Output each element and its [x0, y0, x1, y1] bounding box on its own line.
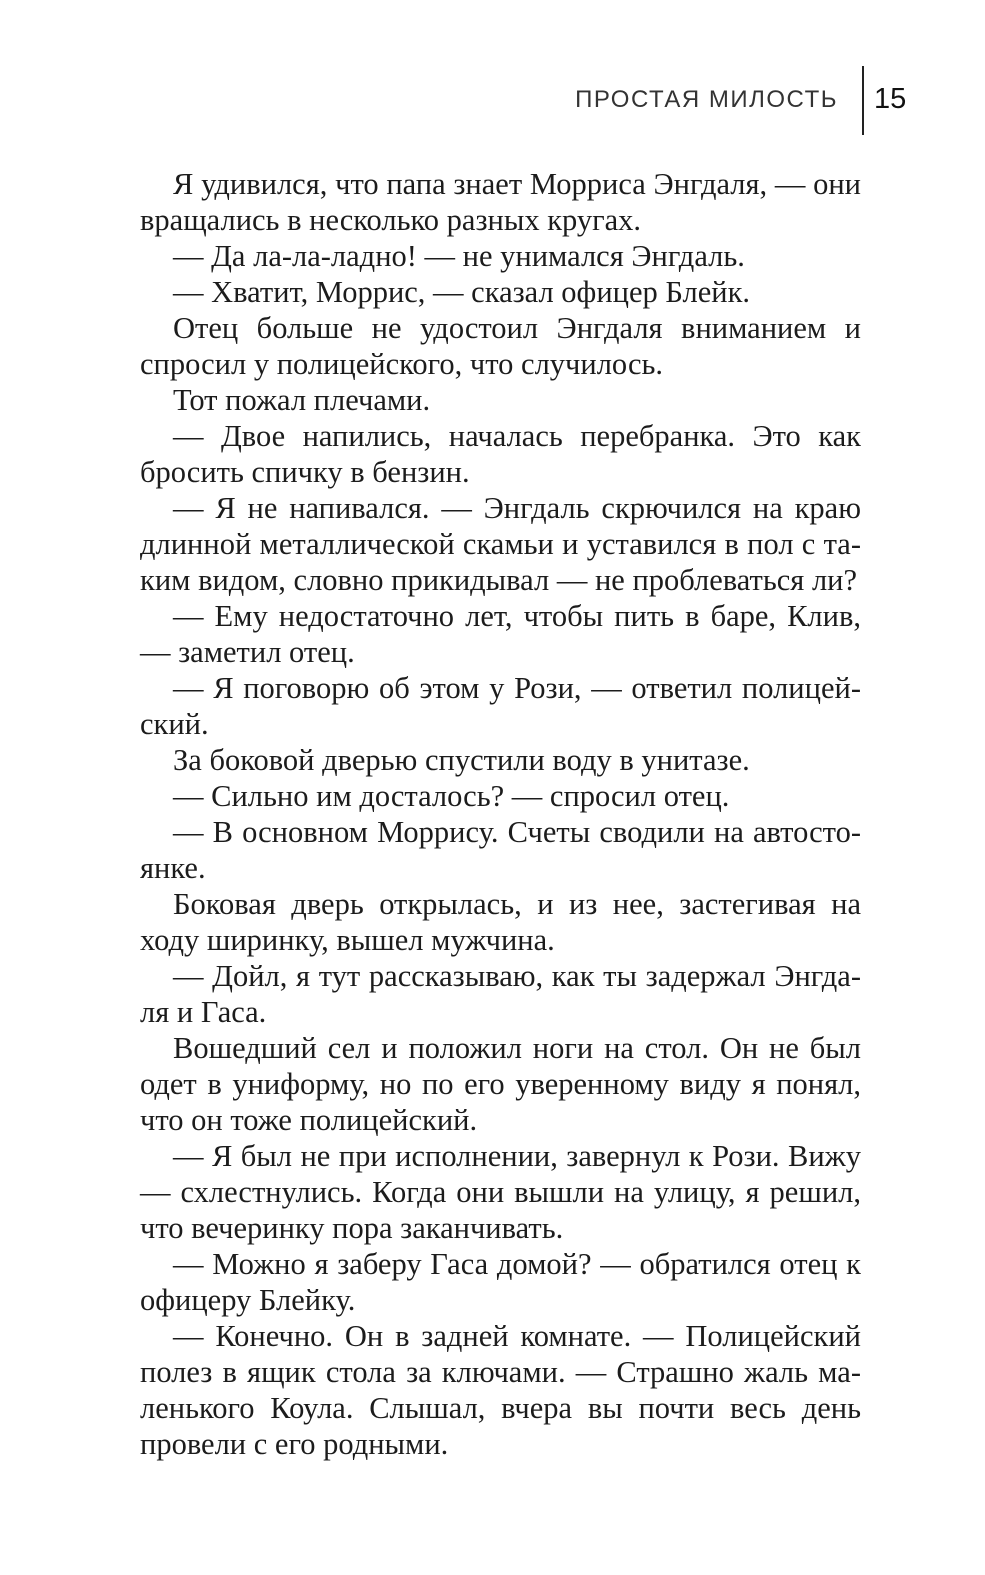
running-title: ПРОСТАЯ МИЛОСТЬ	[575, 86, 838, 113]
page-number: 15	[874, 83, 907, 115]
paragraph: — Хватит, Моррис, — сказал офицер Блейк.	[173, 275, 751, 309]
paragraph: Тот пожал плечами.	[173, 383, 431, 417]
paragraph: — Конечно. Он в задней комнате. — Полицейский полез в ящик стола за ключами. — Страшно жаль маленького Коула. Слышал, вчера вы почти весь день провели с его родными.	[140, 1319, 861, 1461]
paragraph: — Можно я заберу Гаса домой? — обратился отец к офицеру Блейку.	[140, 1247, 861, 1317]
header-divider	[862, 66, 864, 135]
running-header	[0, 0, 985, 140]
paragraph: — Я не напивался. — Энгдаль скрючился на краю длинной металлической скамьи и уставился в пол с таким видом, словно прикидывал — не проблеваться ли?	[140, 491, 861, 597]
paragraph: — Ему недостаточно лет, чтобы пить в баре, Клив, — заметил отец.	[140, 599, 861, 669]
paragraph: — Сильно им досталось? — спросил отец.	[173, 779, 730, 813]
paragraph: — Дойл, я тут рассказываю, как ты задержал Энгдаля и Гаса.	[140, 959, 861, 1029]
paragraph: — В основном Моррису. Счеты сводили на автостоянке.	[140, 815, 861, 885]
body-text	[140, 166, 861, 1462]
paragraph: Вошедший сел и положил ноги на стол. Он не был одет в униформу, но по его уверенному виду я понял, что он тоже полицейский.	[140, 1031, 861, 1137]
paragraph: Отец больше не удостоил Энгдаля вниманием и спросил у полицейского, что случилось.	[140, 311, 861, 381]
paragraph: — Да ла-ла-ладно! — не унимался Энгдаль.	[173, 239, 745, 273]
paragraph: — Двое напились, началась перебранка. Это как бросить спичку в бензин.	[140, 419, 861, 489]
paragraph: Я удивился, что папа знает Морриса Энгдаля, — они вращались в несколько разных кругах.	[140, 167, 861, 237]
paragraph: За боковой дверью спустили воду в унитазе.	[173, 743, 750, 777]
paragraph: — Я был не при исполнении, завернул к Рози. Вижу — схлестнулись. Когда они вышли на улицу, я решил, что вечеринку пора заканчивать.	[140, 1139, 861, 1245]
paragraph: — Я поговорю об этом у Рози, — ответил полицейский.	[140, 671, 861, 741]
paragraph: Боковая дверь открылась, и из нее, застегивая на ходу ширинку, вышел мужчина.	[140, 887, 861, 957]
